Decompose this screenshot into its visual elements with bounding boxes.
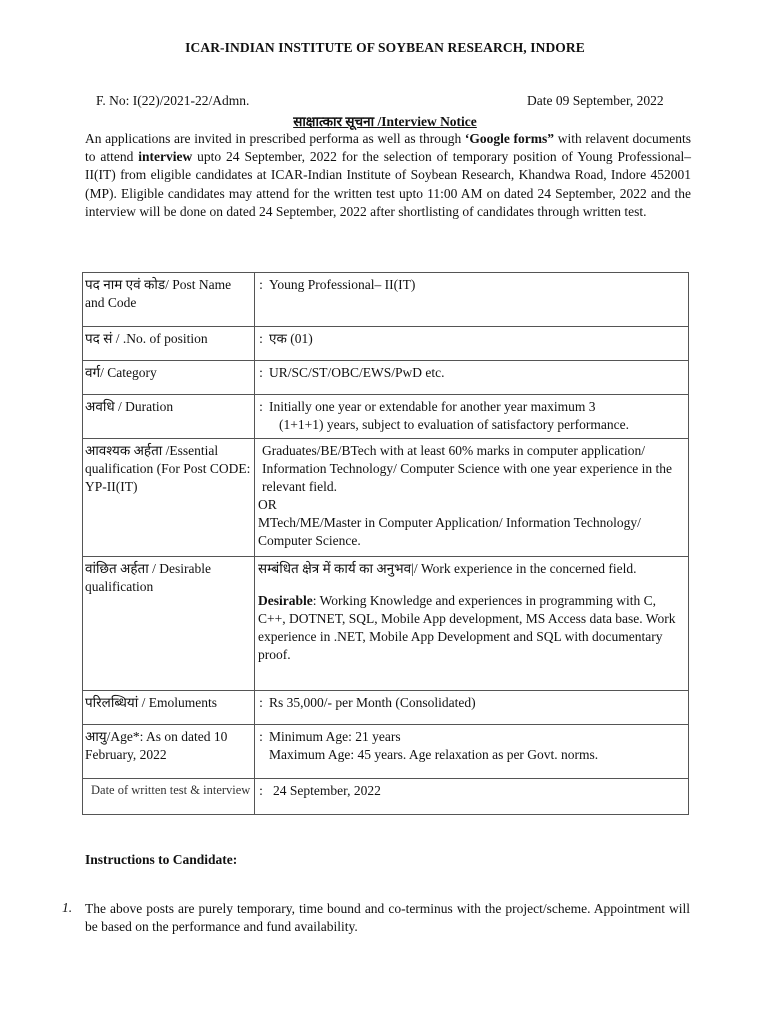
table-row <box>83 327 689 361</box>
min-age: Minimum Age: 21 years <box>269 729 401 744</box>
table-row <box>83 557 689 691</box>
max-age: Maximum Age: 45 years. Age relaxation as per Govt. norms. <box>269 747 599 762</box>
emoluments-label: परिलब्धियां / Emoluments <box>83 691 255 725</box>
notice-date: Date 09 September, 2022 <box>527 93 664 108</box>
table-row <box>83 273 689 327</box>
test-date-label-cell <box>83 779 255 815</box>
test-date-label: Date of written test & interview <box>91 783 251 797</box>
duration-value-line-1: Initially one year or extendable for another year maximum 3 <box>269 399 596 414</box>
essential-option-1: Graduates/BE/BTech with at least 60% marks in computer application/ Information Technology/ Computer Science with one year experience in the relevant field. <box>262 443 673 494</box>
duration-label: अवधि / Duration <box>83 395 255 439</box>
desirable-details <box>258 592 685 664</box>
file-number: F. No: I(22)/2021-22/Admn. <box>96 93 250 108</box>
positions-label: पद सं / .No. of position <box>83 327 255 361</box>
test-date-value <box>265 779 689 815</box>
colon: : <box>255 779 266 815</box>
table-row <box>83 779 689 815</box>
test-date-value-text: 24 September, 2022 <box>273 783 381 798</box>
institute-title: ICAR-INDIAN INSTITUTE OF SOYBEAN RESEARCH, INDORE <box>185 40 585 55</box>
instruction-number: 1. <box>62 900 73 915</box>
intro-google-forms: ‘Google forms” <box>464 131 555 146</box>
colon: : <box>255 395 266 439</box>
desirable-bold-label: Desirable <box>258 593 313 608</box>
table-row <box>83 725 689 779</box>
intro-text-3: upto 24 September, 2022 for the selection of temporary position of Young Professional–II(IT) from eligible candidates at ICAR-Indian Institute of Soybean Research, Khandwa Road, Indore 452001 (MP). Eligible candidates may attend for the written test upto 11:00 AM on dated 24 September, 2022 and the interview will be done on dated 24 September, 2022 after shortlisting of candidates through written test. <box>85 149 691 219</box>
emoluments-value: Rs 35,000/- per Month (Consolidated) <box>265 691 689 725</box>
intro-interview: interview <box>138 149 193 165</box>
duration-value <box>265 395 689 439</box>
colon: : <box>255 725 266 779</box>
notice-title: साक्षात्कार सूचना /Interview Notice <box>293 114 477 129</box>
desirable-qualification-value <box>255 557 689 691</box>
positions-value: एक (01) <box>265 327 689 361</box>
post-name-label: पद नाम एवं कोड/ Post Name and Code <box>83 273 255 327</box>
intro-paragraph <box>85 130 691 221</box>
essential-option-2: MTech/ME/Master in Computer Application/ Information Technology/ Computer Science. <box>258 515 641 548</box>
essential-qualification-value <box>255 439 689 557</box>
position-details-table <box>82 272 689 815</box>
post-name-value: Young Professional– II(IT) <box>265 273 689 327</box>
colon: : <box>255 361 266 395</box>
desirable-experience: सम्बंधित क्षेत्र में कार्य का अनुभव|/ Work experience in the concerned field. <box>258 561 637 576</box>
instruction-text: The above posts are purely temporary, time bound and co-terminus with the project/scheme. Appointment will be based on the performance and fund availability. <box>85 901 690 934</box>
table-row <box>83 361 689 395</box>
desirable-details-text: : Working Knowledge and experiences in programming with C, C++, DOTNET, SQL, Mobile App development, MS Access data base. Work experience in .NET, Mobile App Development and SQL with documentary proof. <box>258 593 676 662</box>
age-label: आयु/Age*: As on dated 10 February, 2022 <box>83 725 255 779</box>
essential-or: OR <box>258 497 277 512</box>
age-value <box>265 725 689 779</box>
colon: : <box>255 273 266 327</box>
colon: : <box>255 691 266 725</box>
duration-value-line-2: (1+1+1) years, subject to evaluation of satisfactory performance. <box>279 417 629 432</box>
table-row <box>83 395 689 439</box>
table-row <box>83 691 689 725</box>
instructions-heading: Instructions to Candidate: <box>85 852 238 867</box>
table-row <box>83 439 689 557</box>
colon: : <box>255 327 266 361</box>
category-value: UR/SC/ST/OBC/EWS/PwD etc. <box>265 361 689 395</box>
essential-qualification-label: आवश्यक अर्हता /Essential qualification (For Post CODE: YP-II(IT) <box>83 439 255 557</box>
category-label: वर्ग/ Category <box>83 361 255 395</box>
intro-text-2: with relavent documents to attend <box>85 131 691 165</box>
desirable-qualification-label: वांछित अर्हता / Desirable qualification <box>83 557 255 691</box>
intro-text-1: An applications are invited in prescribed performa as well as through <box>85 131 465 146</box>
